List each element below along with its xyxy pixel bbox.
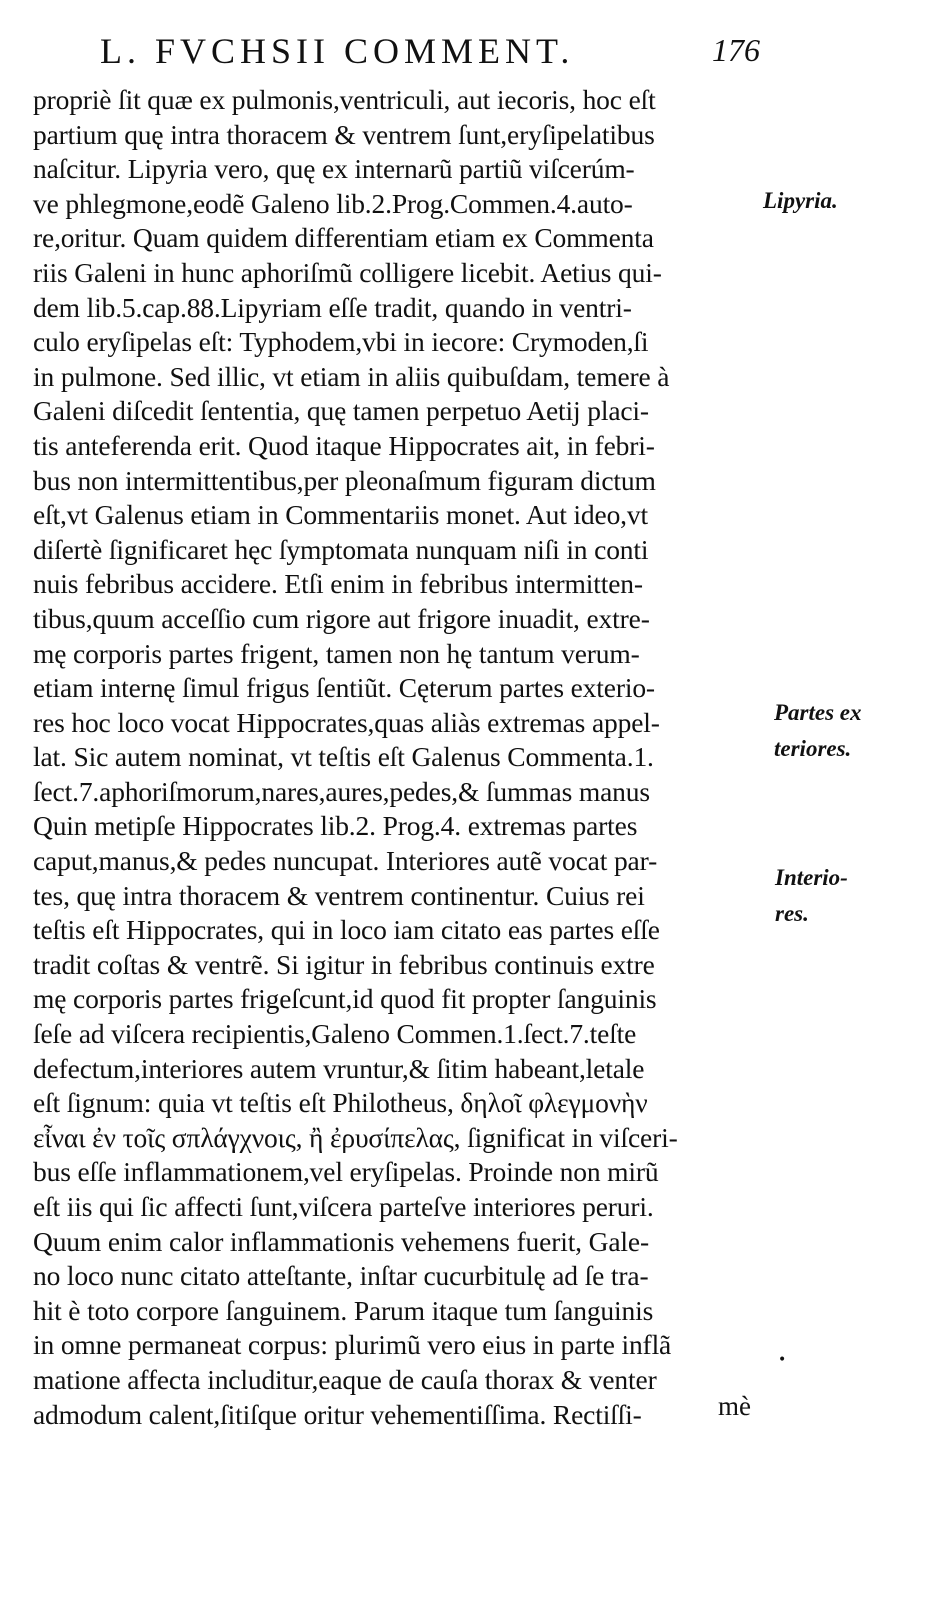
text-line: diſertè ſignificaret hęc ſymptomata nunquam niſi in conti [33,533,649,565]
main-text-block [33,83,773,1432]
text-line: Quin metipſe Hippocrates lib.2. Prog.4. extremas partes [33,810,638,842]
text-line: no loco nunc citato atteſtante, inſtar cucurbitulę ad ſe tra- [33,1260,649,1292]
page-number: 176 [712,32,760,68]
text-line: etiam internę ſimul frigus ſentiũt. Cęterum partes exterio- [33,672,655,704]
text-line: lat. Sic autem nominat, vt teſtis eſt Galenus Commenta.1. [33,741,654,773]
text-line: tradit coſtas & ventrẽ. Si igitur in febribus continuis extre [33,948,655,980]
marginal-note-lipyria [763,183,838,219]
text-line: nuis febribus accidere. Etſi enim in febribus intermitten- [33,568,643,600]
marginal-note-line: Interio- [775,865,848,890]
text-line: caput,manus,& pedes nuncupat. Interiores autẽ vocat par- [33,845,658,877]
marginal-note-interiores [775,860,848,932]
text-line: ſect.7.aphoriſmorum,nares,aures,pedes,& ſummas manus [33,775,650,807]
text-line: bus non intermittentibus,per pleonaſmum figuram dictum [33,464,656,496]
marginal-note-line: teriores. [774,736,852,761]
text-line: propriè ſit quæ ex pulmonis,ventriculi, aut iecoris, hoc eſt [33,84,656,115]
text-line: tes, quę intra thoracem & ventrem continentur. Cuius rei [33,879,645,911]
marginal-note-line: Lipyria. [763,188,838,213]
text-line: defectum,interiores autem vruntur,& ſitim habeant,letale [33,1052,645,1084]
text-line: tis anteferenda erit. Quod itaque Hippocrates ait, in febri- [33,429,655,461]
text-line: eſt,vt Galenus etiam in Commentariis monet. Aut ideo,vt [33,499,648,531]
text-line: mę corporis partes frigeſcunt,id quod fit propter ſanguinis [33,983,657,1015]
text-line: hit è toto corpore ſanguinem. Parum itaque tum ſanguinis [33,1294,654,1326]
text-line: admodum calent,ſitiſque oritur vehementiſſima. Rectiſſi- [33,1398,642,1430]
text-line: naſcitur. Lipyria vero, quę ex internarũ partiũ viſcerúm- [33,153,635,185]
marginal-note-line: Partes ex [774,700,862,725]
text-line: culo eryſipelas eſt: Typhodem,vbi in iecore: Crymoden,ſi [33,326,649,358]
text-line: mę corporis partes frigent, tamen non hę tantum verum- [33,637,640,669]
text-line: tibus,quum acceſſio cum rigore aut frigore inuadit, extre- [33,602,650,634]
text-line: matione affecta includitur,eaque de cauſa thorax & venter [33,1363,657,1395]
text-line: eſt ſignum: quia vt teſtis eſt Philotheus, δηλοῖ φλεγμονὴν [33,1087,648,1119]
catchword: mè [718,1391,751,1421]
text-line: εἶναι ἐν τοῖς σπλάγχνοις, ἢ ἐρυσίπελας, ſignificat in viſceri- [33,1121,678,1153]
text-line: ſeſe ad viſcera recipientis,Galeno Commen.1.ſect.7.teſte [33,1018,637,1050]
text-line: teſtis eſt Hippocrates, qui in loco iam citato eas partes eſſe [33,914,660,946]
text-line: Quum enim calor inflammationis vehemens fuerit, Gale- [33,1225,649,1257]
text-line: eſt iis qui ſic affecti ſunt,viſcera parteſve interiores peruri. [33,1191,654,1222]
text-line: partium quę intra thoracem & ventrem ſunt,eryſipelatibus [33,118,655,150]
text-line: dem lib.5.cap.88.Lipyriam eſſe tradit, quando in ventri- [33,291,632,323]
marginal-note-partes-exteriores [774,695,862,767]
marginal-note-line: res. [775,901,809,926]
text-line: Galeni diſcedit ſententia, quę tamen perpetuo Aetij placi- [33,395,649,427]
text-line: res hoc loco vocat Hippocrates,quas aliàs extremas appel- [33,706,660,738]
running-head-title: L. FVCHSII COMMENT. [100,31,575,71]
text-line: in omne permaneat corpus: plurimũ vero eius in parte inflã [33,1329,672,1361]
text-line: bus eſſe inflammationem,vel eryſipelas. Proinde non mirũ [33,1156,659,1188]
text-line: in pulmone. Sed illic, vt etiam in aliis quibuſdam, temere à [33,360,670,392]
margin-ink-mark: • [778,1352,787,1368]
text-line: ve phlegmone,eodẽ Galeno lib.2.Prog.Commen.4.auto- [33,187,633,219]
running-head [100,30,760,78]
text-line: re,oritur. Quam quidem differentiam etiam ex Commenta [33,222,654,254]
text-line: riis Galeni in hunc aphoriſmũ colligere licebit. Aetius qui- [33,256,662,288]
